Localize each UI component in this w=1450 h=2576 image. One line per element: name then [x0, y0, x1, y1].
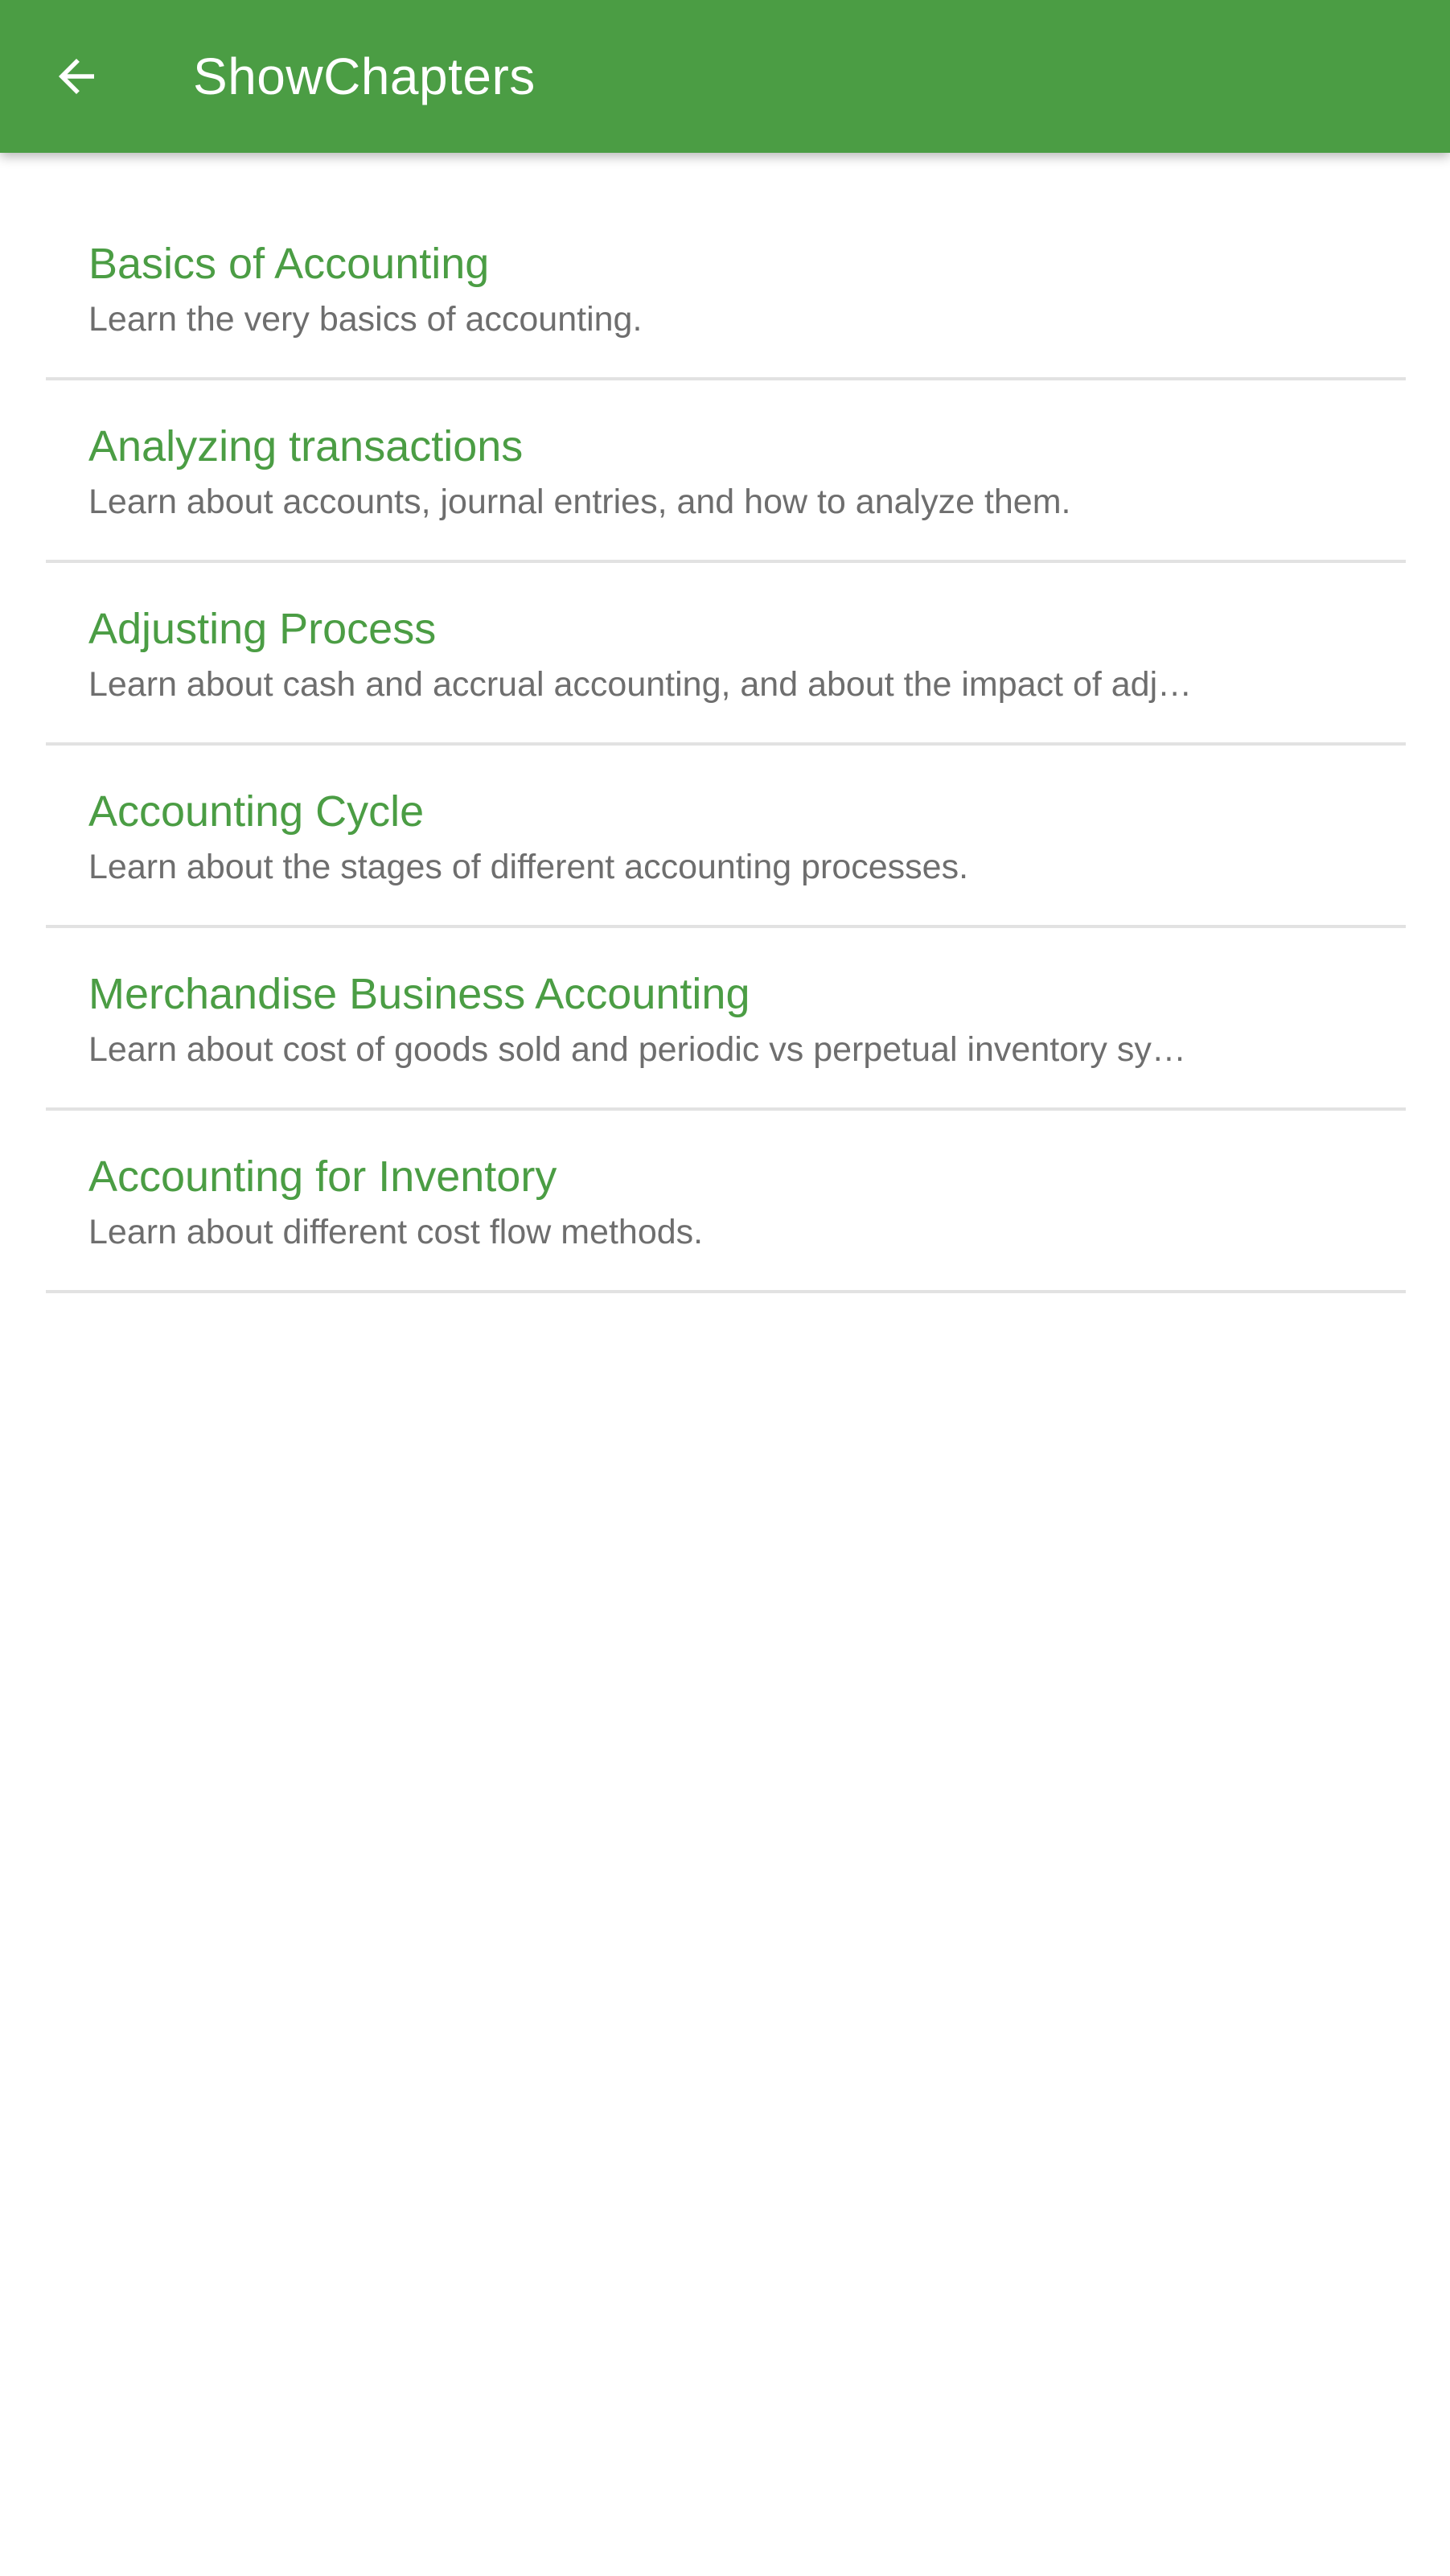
- chapter-list: [0, 153, 1450, 1293]
- arrow-left-icon: [50, 50, 103, 103]
- chapter-list-item[interactable]: [0, 1111, 1450, 1293]
- chapter-list-item[interactable]: [0, 563, 1450, 746]
- chapter-list-item[interactable]: [0, 380, 1450, 563]
- chapter-list-item[interactable]: [0, 746, 1450, 928]
- chapter-description: Learn the very basics of accounting.: [88, 300, 643, 339]
- chapter-description: Learn about cash and accrual accounting, and about the impact of adj…: [88, 665, 1193, 704]
- page-title: ShowChapters: [193, 47, 536, 105]
- chapter-title: Basics of Accounting: [88, 240, 490, 288]
- chapter-title: Accounting for Inventory: [88, 1152, 557, 1201]
- chapter-list-item[interactable]: [0, 198, 1450, 380]
- back-button[interactable]: [48, 48, 105, 105]
- chapter-title: Merchandise Business Accounting: [88, 970, 750, 1018]
- chapter-title: Adjusting Process: [88, 605, 437, 653]
- chapter-description: Learn about different cost flow methods.: [88, 1213, 704, 1251]
- chapter-list-item[interactable]: [0, 928, 1450, 1111]
- chapter-description: Learn about accounts, journal entries, and how to analyze them.: [88, 483, 1071, 521]
- app-bar: [0, 0, 1450, 153]
- chapter-title: Accounting Cycle: [88, 787, 425, 836]
- chapter-title: Analyzing transactions: [88, 422, 524, 470]
- chapter-description: Learn about the stages of different accounting processes.: [88, 848, 969, 886]
- chapter-description: Learn about cost of goods sold and periodic vs perpetual inventory sy…: [88, 1030, 1186, 1069]
